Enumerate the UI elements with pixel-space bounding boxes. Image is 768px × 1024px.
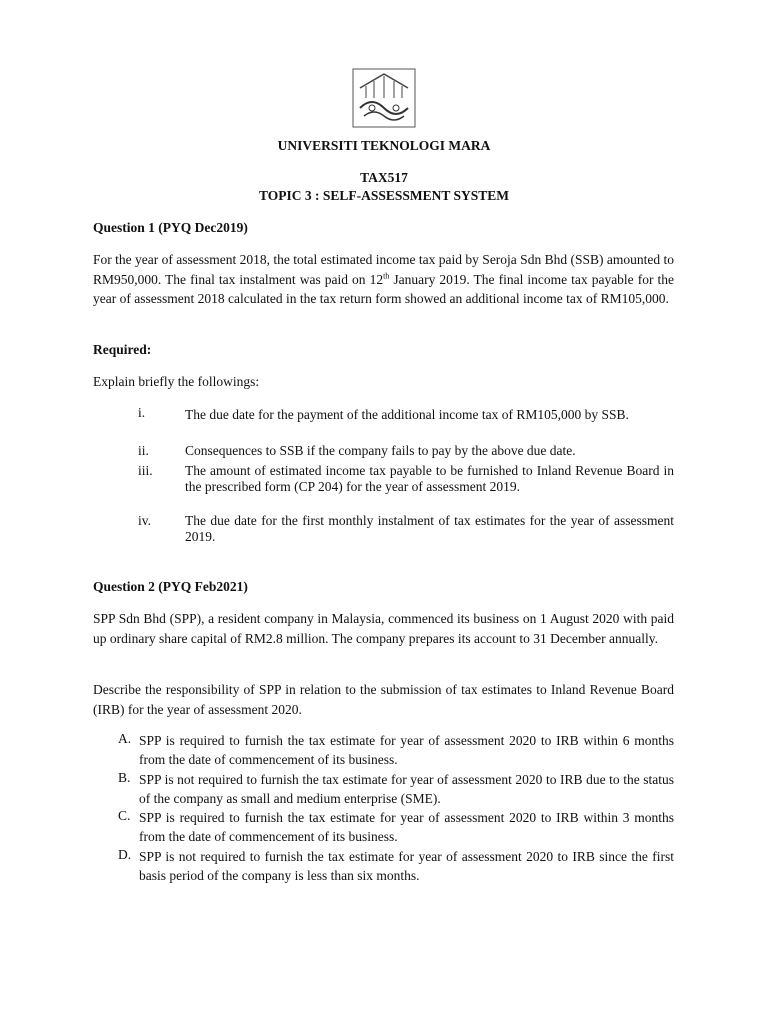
answer-option: SPP is required to furnish the tax estimate for year of assessment 2020 to IRB within 3 months from the date of commencement of its business. xyxy=(139,810,674,844)
list-item: The amount of estimated income tax payable to be furnished to Inland Revenue Board in the prescribed form (CP 204) for the year of assessment 2019. xyxy=(185,463,674,494)
list-item: The due date for the first monthly instalment of tax estimates for the year of assessment 2019. xyxy=(185,513,674,544)
required-label: Required: xyxy=(93,342,152,357)
question-2-paragraph: SPP Sdn Bhd (SPP), a resident company in Malaysia, commenced its business on 1 August 2020 with paid up ordinary share capital of RM2.8 million. The company prepares its account to 31 December annually. xyxy=(93,611,674,646)
question-1-heading: Question 1 (PYQ Dec2019) xyxy=(93,220,248,235)
item-number: iii. xyxy=(138,463,153,478)
item-number: ii. xyxy=(138,443,149,458)
item-number: iv. xyxy=(138,513,151,528)
question-2-instruction: Describe the responsibility of SPP in relation to the submission of tax estimates to Inland Revenue Board (IRB) for the year of assessment 2020. xyxy=(93,682,674,717)
answer-option: SPP is not required to furnish the tax estimate for year of assessment 2020 to IRB since the first basis period of the company is less than six months. xyxy=(139,849,674,883)
course-code: TAX517 xyxy=(360,170,408,185)
topic-title: TOPIC 3 : SELF-ASSESSMENT SYSTEM xyxy=(258,188,510,203)
list-item: The due date for the payment of the additional income tax of RM105,000 by SSB. xyxy=(185,407,629,422)
university-crest-logo xyxy=(352,68,416,128)
option-letter: C. xyxy=(118,808,131,823)
instruction-text: Explain briefly the followings: xyxy=(93,374,260,389)
option-letter: B. xyxy=(118,770,131,785)
option-letter: D. xyxy=(118,847,132,862)
list-item: Consequences to SSB if the company fails to pay by the above due date. xyxy=(185,443,576,458)
answer-option: SPP is not required to furnish the tax estimate for year of assessment 2020 to IRB due to the status of the company as small and medium enterprise (SME). xyxy=(139,772,674,806)
item-number: i. xyxy=(138,405,146,420)
university-name: UNIVERSITI TEKNOLOGI MARA xyxy=(277,138,491,153)
question-2-heading: Question 2 (PYQ Feb2021) xyxy=(93,579,248,594)
option-letter: A. xyxy=(118,731,132,746)
answer-option: SPP is required to furnish the tax estimate for year of assessment 2020 to IRB within 6 months from the date of commencement of its business. xyxy=(139,733,674,767)
question-1-paragraph: For the year of assessment 2018, the total estimated income tax paid by Seroja Sdn Bhd (SSB) amounted to RM950,000. The final tax instalment was paid on 12th January 2019. The final income tax payable for the year of assessment 2018 calculated in the tax return form showed an additional income tax of RM105,000. xyxy=(93,252,674,306)
